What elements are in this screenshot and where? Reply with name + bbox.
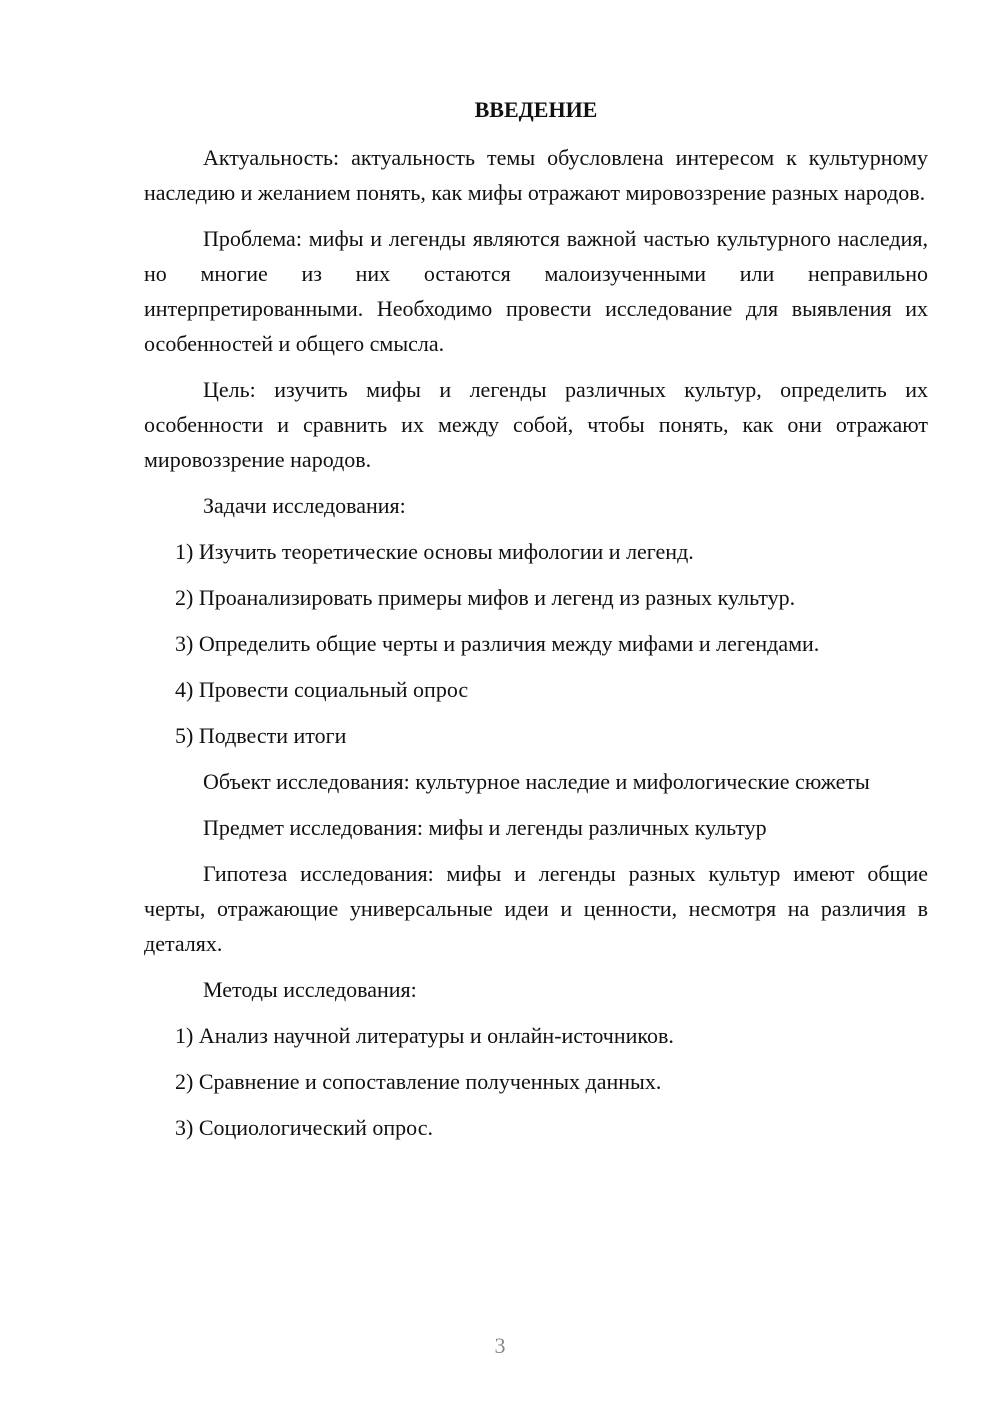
method-item-3: 3) Социологический опрос. bbox=[175, 1115, 433, 1140]
methods-heading: Методы исследования: bbox=[203, 977, 417, 1002]
goal-paragraph: Цель: изучить мифы и легенды различных культур, определить их особенности и сравнить их между собой, чтобы понять, как они отражают мировоззрение народов. bbox=[144, 377, 928, 472]
subject-paragraph: Предмет исследования: мифы и легенды различных культур bbox=[203, 815, 767, 840]
methods-list bbox=[144, 1018, 928, 1145]
problem-paragraph: Проблема: мифы и легенды являются важной частью культурного наследия, но многие из них остаются малоизученными или неправильно интерпретированными. Необходимо провести исследование для выявления их особенностей и общего смысла. bbox=[144, 226, 928, 356]
tasks-heading: Задачи исследования: bbox=[203, 493, 406, 518]
task-item-5: 5) Подвести итоги bbox=[175, 723, 347, 748]
task-item-3: 3) Определить общие черты и различия между мифами и легендами. bbox=[175, 631, 820, 656]
actuality-paragraph: Актуальность: актуальность темы обусловлена интересом к культурному наследию и желанием понять, как мифы отражают мировоззрение разных народов. bbox=[144, 145, 928, 205]
tasks-list bbox=[144, 534, 928, 753]
page-number: 3 bbox=[494, 1333, 506, 1358]
object-paragraph: Объект исследования: культурное наследие и мифологические сюжеты bbox=[203, 769, 870, 794]
page-content bbox=[144, 95, 928, 1156]
task-item-2: 2) Проанализировать примеры мифов и легенд из разных культур. bbox=[175, 585, 796, 610]
method-item-2: 2) Сравнение и сопоставление полученных данных. bbox=[175, 1069, 662, 1094]
task-item-4: 4) Провести социальный опрос bbox=[175, 677, 469, 702]
hypothesis-paragraph: Гипотеза исследования: мифы и легенды разных культур имеют общие черты, отражающие универсальные идеи и ценности, несмотря на различия в деталях. bbox=[144, 861, 928, 956]
task-item-1: 1) Изучить теоретические основы мифологии и легенд. bbox=[175, 539, 694, 564]
section-title: ВВЕДЕНИЕ bbox=[474, 97, 598, 122]
method-item-1: 1) Анализ научной литературы и онлайн-источников. bbox=[175, 1023, 674, 1048]
